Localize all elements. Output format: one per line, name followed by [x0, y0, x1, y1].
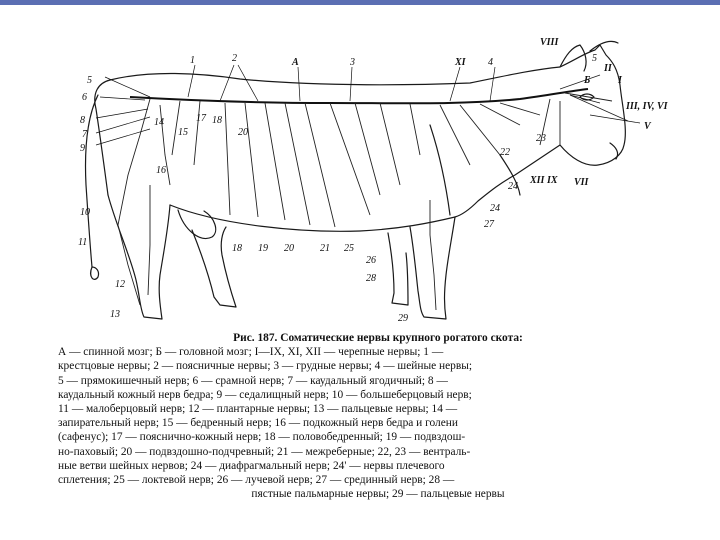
caption-line: ные ветви шейных нервов; 24 — диафрагмальный нерв; 24' — нервы плечевого [58, 459, 445, 472]
label-21: 21 [320, 243, 330, 254]
label-5-top: 5 [592, 53, 597, 64]
caption-line: (сафенус); 17 — пояснично-кожный нерв; 18 — половобедренный; 19 — подвздош- [58, 431, 466, 444]
label-8: 8 [80, 115, 85, 126]
caption-line: А — спинной мозг; Б — головной мозг; I—IX, XI, XII — черепные нервы; 1 — [58, 346, 444, 359]
cow-nerve-illustration [0, 5, 720, 330]
label-24-a: 24 [508, 181, 518, 192]
label-III-IV-VI: III, IV, VI [626, 101, 668, 112]
label-24-b: 24 [490, 203, 500, 214]
label-10: 10 [80, 207, 90, 218]
label-B: Б [584, 75, 591, 86]
label-I: I [618, 75, 622, 86]
anatomy-drawing [0, 5, 720, 330]
label-22: 22 [500, 147, 510, 158]
label-VIII: VIII [540, 37, 559, 48]
label-5: 5 [87, 75, 92, 86]
label-29: 29 [398, 313, 408, 324]
caption-line: но-паховый; 20 — подвздошно-подчревный; 21 — межреберные; 22, 23 — вентраль- [58, 445, 471, 458]
label-6: 6 [82, 92, 87, 103]
label-II: II [604, 63, 612, 74]
caption-line: пястные пальмарные нервы; 29 — пальцевые нервы [251, 488, 505, 501]
label-3: 3 [350, 57, 355, 68]
caption-line: 5 — прямокишечный нерв; 6 — срамной нерв; 7 — каудальный ягодичный; 8 — [58, 374, 448, 387]
label-28: 28 [366, 273, 376, 284]
label-27: 27 [484, 219, 494, 230]
label-20: 20 [284, 243, 294, 254]
label-V: V [644, 121, 651, 132]
label-14: 14 [154, 117, 164, 128]
caption-line: запирательный нерв; 15 — бедренный нерв; 16 — подкожный нерв бедра и голени [58, 417, 458, 430]
cow-hind-leg-inner [192, 227, 236, 307]
cow-head-horn [590, 41, 618, 51]
label-18-inner: 18 [212, 115, 222, 126]
cow-head-ear [560, 45, 586, 71]
label-19: 19 [258, 243, 268, 254]
label-15: 15 [178, 127, 188, 138]
label-26: 26 [366, 255, 376, 266]
label-20-inner: 20 [238, 127, 248, 138]
caption-line: сплетения; 25 — локтевой нерв; 26 — лучевой нерв; 27 — срединный нерв; 28 — [58, 474, 455, 487]
cow-tail [86, 95, 99, 267]
spinal-cord [130, 89, 588, 103]
label-4: 4 [488, 57, 493, 68]
label-23: 23 [536, 133, 546, 144]
label-25: 25 [344, 243, 354, 254]
cow-shoulder [430, 125, 450, 215]
label-9: 9 [80, 143, 85, 154]
label-VII: VII [574, 177, 589, 188]
cow-belly [170, 205, 455, 231]
label-XII-IX: XII IX [530, 175, 558, 186]
label-XI: XI [455, 57, 466, 68]
label-7: 7 [82, 129, 87, 140]
label-11: 11 [78, 237, 88, 248]
figure-caption [58, 331, 698, 501]
label-16: 16 [156, 165, 166, 176]
label-18: 18 [232, 243, 242, 254]
caption-title: Рис. 187. Соматические нервы крупного рогатого скота: [233, 332, 523, 344]
label-12: 12 [115, 279, 125, 290]
cow-fore-leg-inner [388, 233, 408, 305]
label-A: А [292, 57, 299, 68]
caption-line: каудальный кожный нерв бедра; 9 — седалищный нерв; 10 — большеберцовый нерв; [58, 388, 472, 401]
cow-tail-tip [91, 267, 99, 279]
label-17: 17 [196, 113, 206, 124]
label-1: 1 [190, 55, 195, 66]
caption-line: 11 — малоберцовый нерв; 12 — плантарные нервы; 13 — пальцевые нервы; 14 — [58, 403, 458, 416]
label-13: 13 [110, 309, 120, 320]
caption-line: крестцовые нервы; 2 — поясничные нервы; 3 — грудные нервы; 4 — шейные нервы; [58, 360, 473, 373]
cow-fore-leg [410, 217, 455, 319]
label-2: 2 [232, 53, 237, 64]
